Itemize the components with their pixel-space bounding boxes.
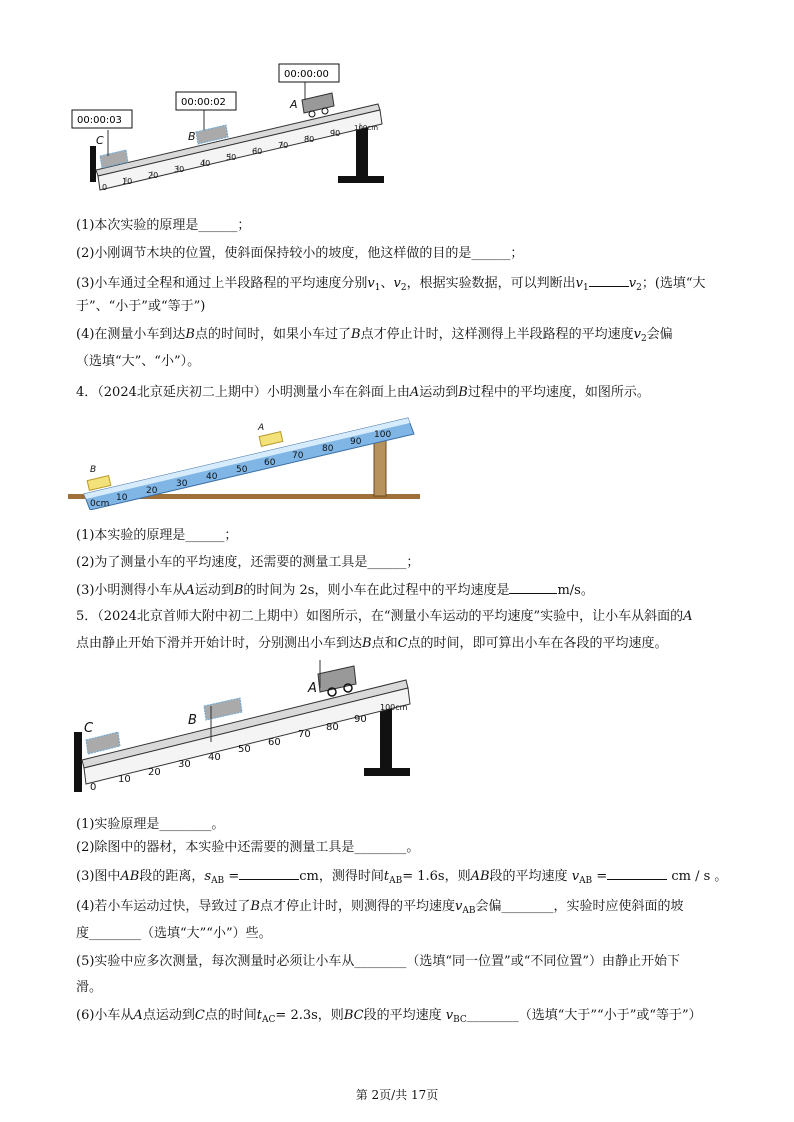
figure-blue-ruler-incline <box>68 412 428 510</box>
q5-part5-cont: 滑。 <box>76 980 103 995</box>
ruler-tick: 90 <box>350 437 362 447</box>
ruler-tick: 90 <box>354 714 367 725</box>
ruler-tick: 100 <box>374 430 392 440</box>
q5-heading-cont: 点由静止开始下滑并开始计时，分别测出小车到达B点和C点的时间，即可算出小车在各段的平均速度。 <box>76 636 668 651</box>
ruler-tick: 0cm <box>90 499 110 509</box>
q5-part6: (6)小车从A点运动到C点的时间$t_{AC}= 2.3s$，则BC段的平均速度 $v_{BC}\_\_\_\_\_\_\_\_$（选填“大于”“小于”或“等于”） <box>76 1008 702 1025</box>
cart-b <box>204 698 242 720</box>
label-a: A <box>258 423 265 433</box>
ruler-tick: 0 <box>102 183 108 192</box>
cart-a <box>259 432 283 447</box>
ruler-tick: 50 <box>236 465 248 475</box>
ruler-tick: 20 <box>146 486 158 496</box>
label-b: B <box>188 713 197 728</box>
q4-part3: (3)小明测得小车从A运动到B的时间为 2s，则小车在此过程中的平均速度是 m/s。 <box>76 580 594 601</box>
ruler-tick: 40 <box>208 752 221 763</box>
label-c: C <box>96 134 104 147</box>
figure-incline-abc <box>64 660 424 795</box>
q3-part2: (2)小刚调节木块的位置，使斜面保持较小的坡度，他这样做的目的是______； <box>76 246 524 261</box>
ruler-tick: 50 <box>226 153 237 162</box>
label-b: B <box>188 130 196 143</box>
ruler-tick: 60 <box>252 147 263 156</box>
q3-part4-cont: （选填“大”、“小”）。 <box>76 354 201 369</box>
timer-c: 00:00:03 <box>77 115 122 126</box>
ruler-tick: 100cm <box>380 703 408 712</box>
ruler-tick: 10 <box>122 177 133 186</box>
ruler-tick: 70 <box>292 451 304 461</box>
ruler-tick: 40 <box>206 472 218 482</box>
ruler-tick: 50 <box>238 744 251 755</box>
q5-part3: (3)图中AB段的距离，$s_{AB}$ = cm，测得时间$t_{AB}= 1.6s$，则AB段的平均速度 $v_{AB}$ = cm / s 。 <box>76 866 727 891</box>
cart-a <box>318 666 356 696</box>
ruler-tick: 10 <box>118 774 131 785</box>
q3-part4: (4)在测量小车到达B点的时间时，如果小车过了B点才停止计时，这样测得上半段路程的平均速度$v_2$会偏 <box>76 327 673 344</box>
ruler-tick: 80 <box>304 135 315 144</box>
ruler-tick: 60 <box>268 737 281 748</box>
q5-part5: (5)实验中应多次测量，每次测量时必须让小车从________（选填“同一位置”或“不同位置”）由静止开始下 <box>76 954 680 969</box>
timer-a: 00:00:00 <box>284 69 329 80</box>
label-a: A <box>290 98 298 111</box>
q5-part1: (1)实验原理是________。 <box>76 817 225 832</box>
q5-part4-cont: 度________（选填“大”“小”）些。 <box>76 926 272 941</box>
q4-heading: 4．（2024北京延庆初二上期中）小明测量小车在斜面上由A运动到B过程中的平均速度，如图所示。 <box>76 385 650 400</box>
cart-a <box>302 93 334 117</box>
q3-part3: (3)小车通过全程和通过上半段路程的平均速度分别$v_1$、$v_2$，根据实验数据，可以判断出$v_1$ $v_2$；(选填“大 <box>76 273 706 298</box>
ruler-tick: 70 <box>278 141 289 150</box>
q3-part1: (1)本次实验的原理是______； <box>76 218 251 233</box>
timer-b: 00:00:02 <box>181 97 226 108</box>
label-b: B <box>90 465 97 475</box>
ruler-tick: 10 <box>116 493 128 503</box>
ruler-tick: 20 <box>148 767 161 778</box>
ruler-tick: 30 <box>176 479 188 489</box>
q3-part3-cont: 于”、“小于”或“等于”) <box>76 299 206 314</box>
figure-incline-timers <box>62 58 402 193</box>
ruler-tick: 30 <box>174 165 185 174</box>
q4-part1: (1)本实验的原理是______； <box>76 528 238 543</box>
q4-part2: (2)为了测量小车的平均速度，还需要的测量工具是______； <box>76 555 420 570</box>
ruler-tick: 60 <box>264 458 276 468</box>
ruler-tick: 100cm <box>354 124 379 132</box>
ruler-tick: 0 <box>90 782 97 793</box>
ruler-tick: 20 <box>148 171 159 180</box>
ruler-tick: 70 <box>298 729 311 740</box>
page-footer: 第 2页/共 17页 <box>355 1088 439 1102</box>
q5-heading: 5．（2024北京首师大附中初二上期中）如图所示，在“测量小车运动的平均速度”实验中，让小车从斜面的A <box>76 609 693 624</box>
ruler-tick: 80 <box>326 722 339 733</box>
ruler-tick: 90 <box>330 129 341 138</box>
label-a: A <box>308 681 317 696</box>
ruler-tick: 80 <box>322 444 334 454</box>
ruler-tick: 30 <box>178 759 191 770</box>
label-c: C <box>84 721 94 736</box>
q5-part2: (2)除图中的器材，本实验中还需要的测量工具是________。 <box>76 840 420 855</box>
ruler-tick: 40 <box>200 159 211 168</box>
q5-part4: (4)若小车运动过快，导致过了B点才停止计时，则测得的平均速度$v_{AB}$会偏________，实验时应使斜面的坡 <box>76 899 684 916</box>
